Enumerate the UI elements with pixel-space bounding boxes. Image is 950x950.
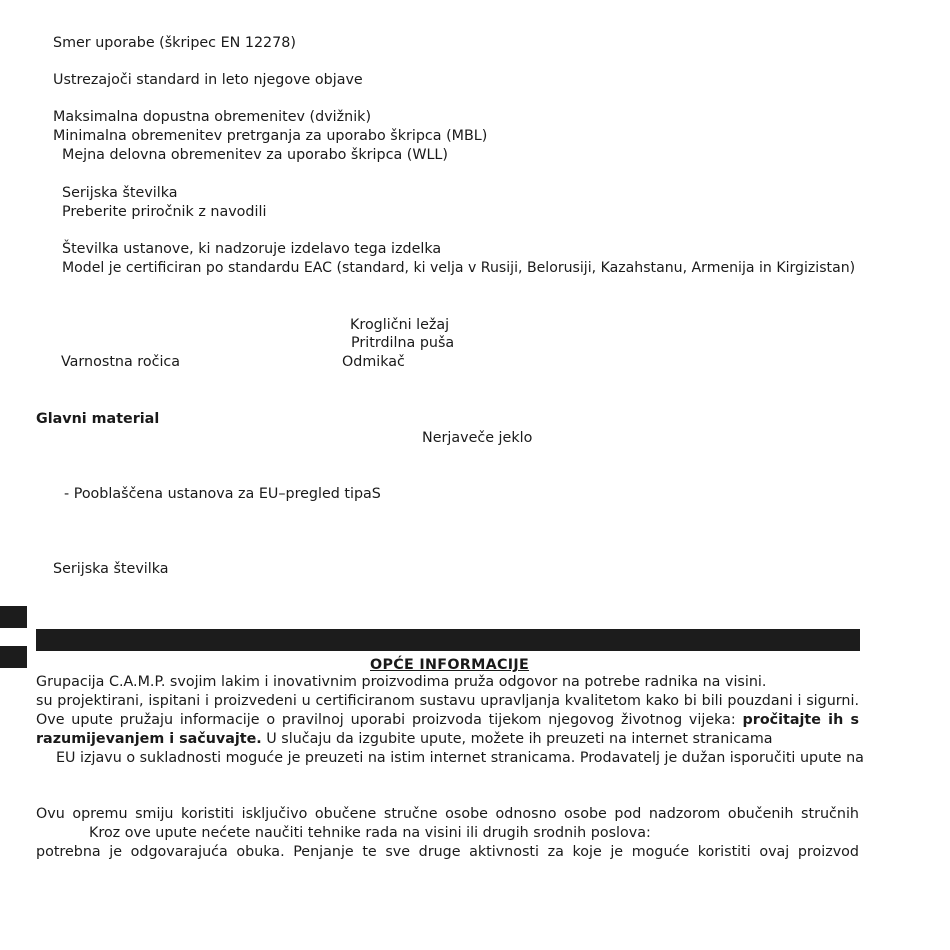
- section-divider-bar: [36, 629, 860, 651]
- legend-wll: Mejna delovna obremenitev za uporabo škripca (WLL): [62, 147, 448, 163]
- paragraph-line: Kroz ove upute nećete naučiti tehnike rada na visini ili drugih srodnih poslova:: [89, 825, 651, 841]
- section-heading: OPĆE INFORMACIJE: [370, 657, 530, 673]
- paragraph-line: EU izjavu o sukladnosti moguće je preuzeti na istim internet stranicama. Prodavatelj je dužan isporučiti upute na: [56, 750, 864, 766]
- legend-serial: Serijska številka: [62, 185, 178, 201]
- part-spacer: Odmikač: [342, 354, 405, 370]
- legend-eac: Model je certificiran po standardu EAC (standard, ki velja v Rusiji, Belorusiji, Kazahstanu, Armenija in Kirgizistan): [62, 260, 856, 276]
- material-steel: Nerjaveče jeklo: [422, 430, 533, 446]
- legend-read-manual: Preberite priročnik z navodili: [62, 204, 267, 220]
- part-ball-bearing: Kroglični ležaj: [350, 317, 450, 333]
- legend-standard-year: Ustrezajoči standard in leto njegove objave: [53, 72, 363, 88]
- paragraph-line: potrebna je odgovarajuća obuka. Penjanje te sve druge aktivnosti za koje je moguće koristiti ovaj proizvod: [36, 844, 859, 860]
- paragraph-emphasis: razumijevanjem i sačuvajte.: [36, 731, 262, 747]
- part-bushing: Pritrdilna puša: [351, 335, 455, 351]
- paragraph-line: su projektirani, ispitani i proizvedeni u certificiranom sustavu upravljanja kvalitetom kako bi bili pouzdani i sigurni.: [36, 693, 859, 709]
- part-safety-lever: Varnostna ročica: [61, 354, 181, 370]
- paragraph-line: [36, 730, 859, 749]
- paragraph-line: Ovu opremu smiju koristiti isključivo obučene stručne osobe odnosno osobe pod nadzorom obučenih stručnih: [36, 806, 859, 822]
- legend-notified-body: Številka ustanove, ki nadzoruje izdelavo tega izdelka: [62, 241, 442, 257]
- eu-exam-note: - Pooblaščena ustanova za EU–pregled tipaS: [64, 486, 381, 502]
- side-tab-marker: [0, 606, 27, 628]
- paragraph-text: U slučaju da izgubite upute, možete ih preuzeti na internet stranicama: [261, 731, 773, 747]
- legend-min-breaking: Minimalna obremenitev pretrganja za uporabo škripca (MBL): [53, 128, 488, 144]
- material-heading: Glavni material: [36, 411, 160, 427]
- serial-number-label: Serijska številka: [53, 561, 169, 577]
- legend-use-direction: Smer uporabe (škripec EN 12278): [53, 35, 296, 51]
- paragraph-emphasis: pročitajte ih s: [742, 712, 859, 728]
- legend-max-load: Maksimalna dopustna obremenitev (dvižnik): [53, 109, 372, 125]
- paragraph-line: [36, 711, 859, 730]
- paragraph-text: Ove upute pružaju informacije o pravilnoj uporabi proizvoda tijekom njegovog životnog vijeka:: [36, 712, 743, 728]
- side-tab-marker: [0, 646, 27, 668]
- paragraph-line: Grupacija C.A.M.P. svojim lakim i inovativnim proizvodima pruža odgovor na potrebe radnika na visini.: [36, 674, 767, 690]
